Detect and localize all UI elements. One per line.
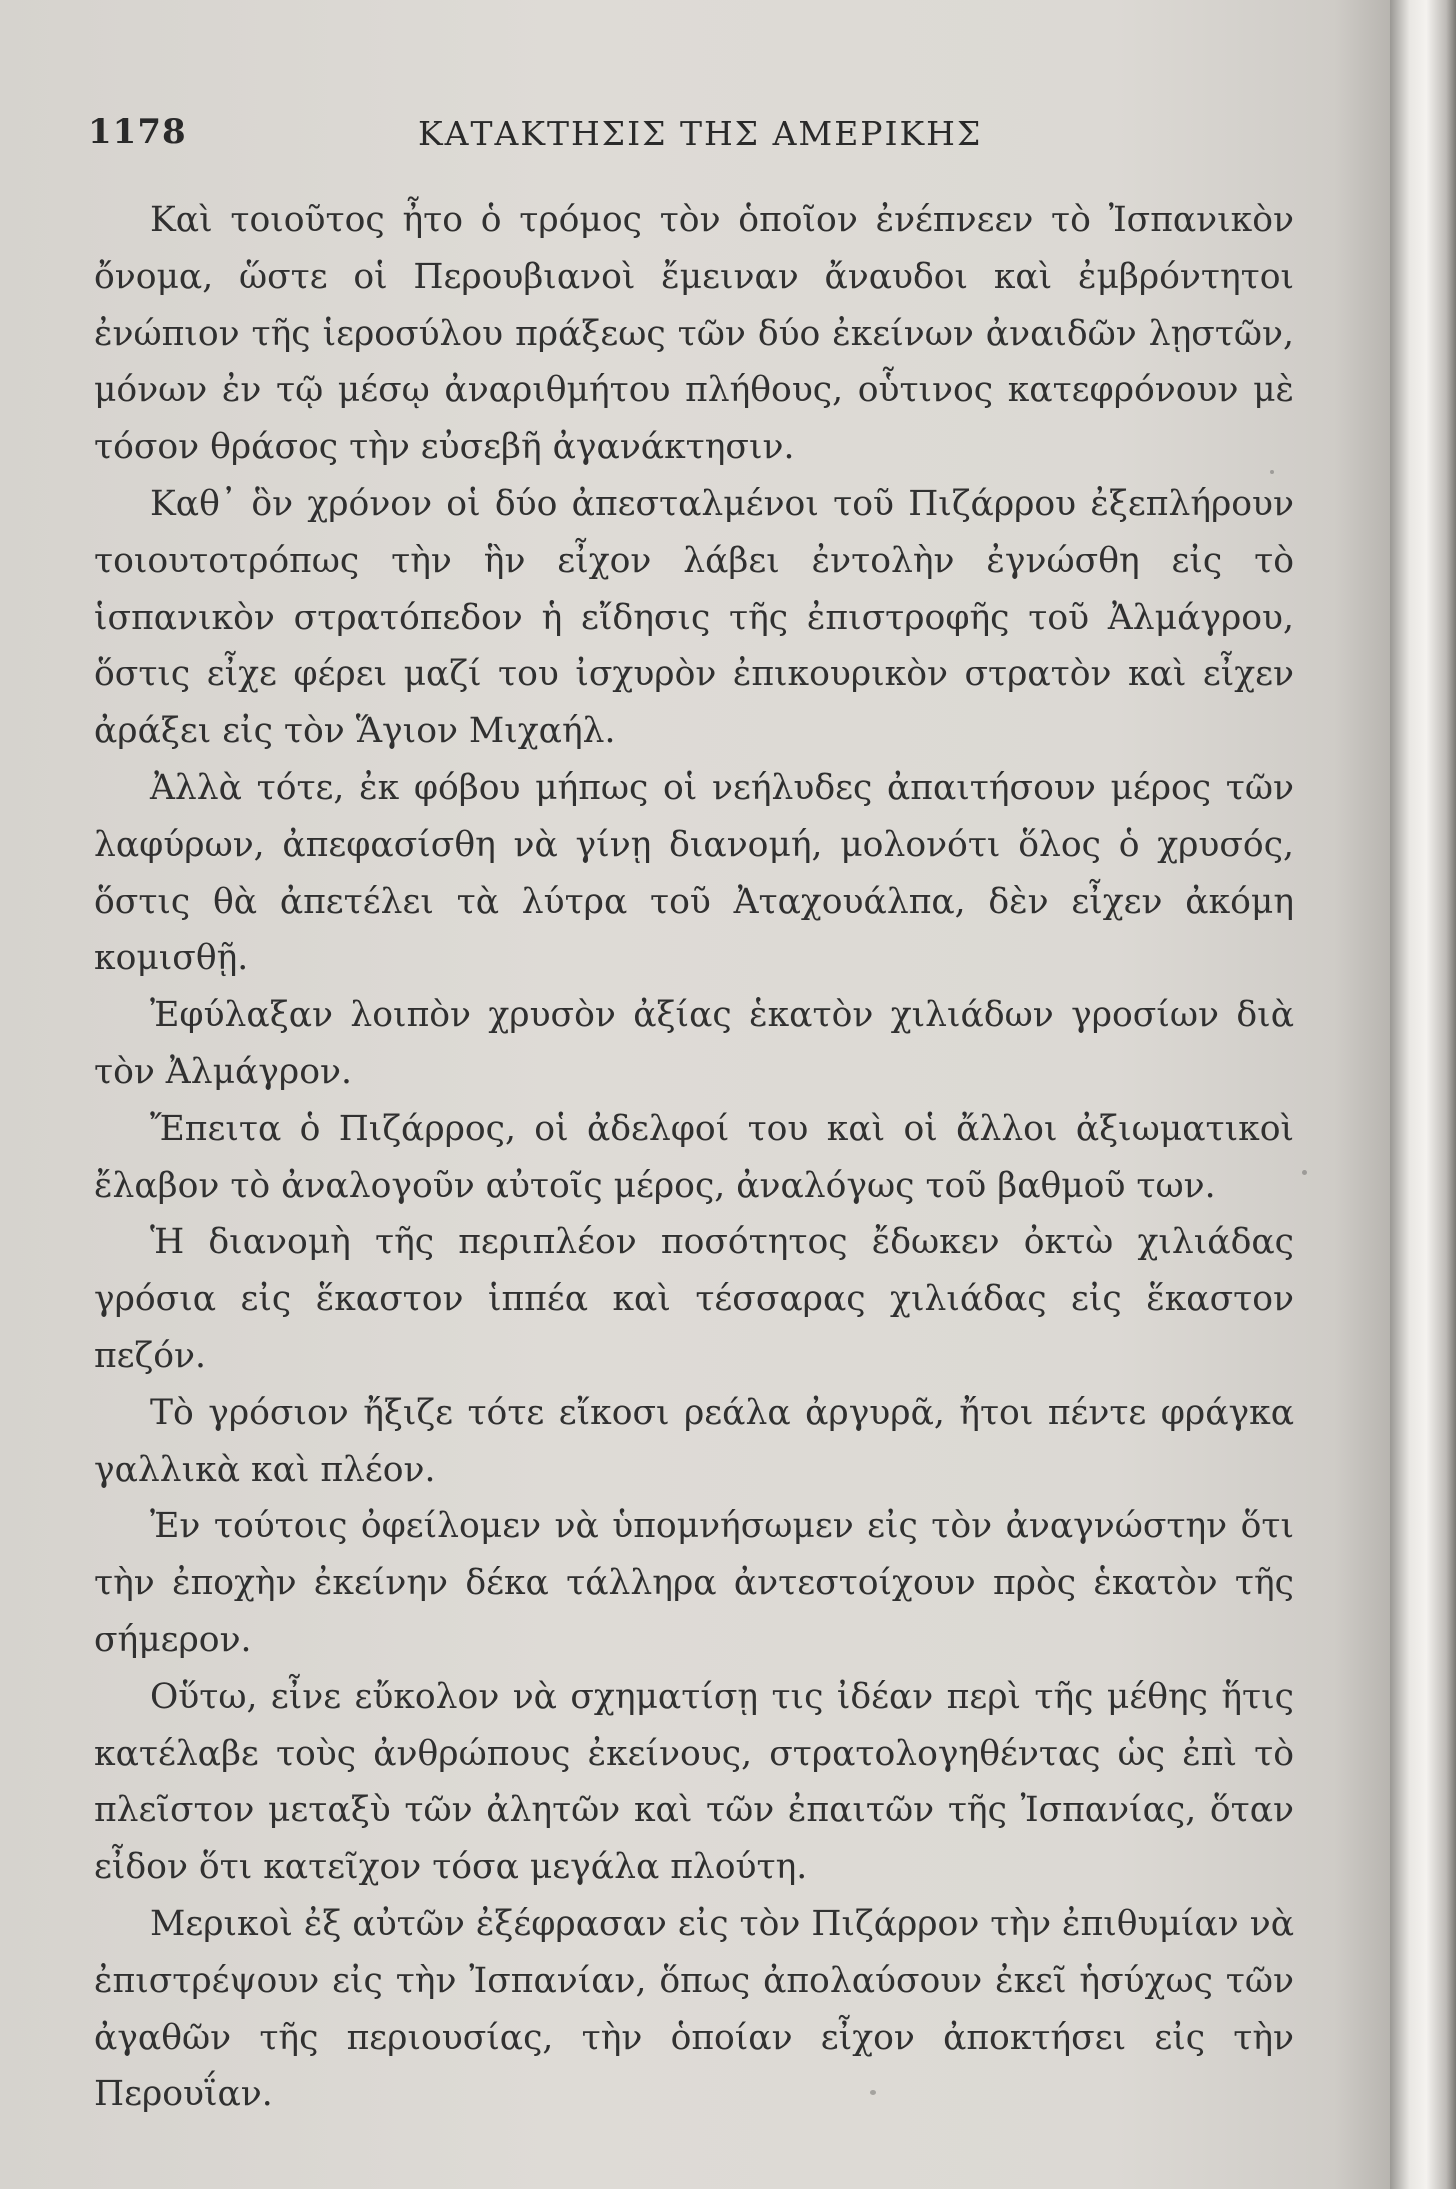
paragraph-3: Ἀλλὰ τότε, ἐκ φόβου μήπως οἱ νεήλυδες ἀπαιτήσουν μέρος τῶν λαφύρων, ἀπεφασίσθη νὰ γίνῃ διανομή, μολονότι ὅλος ὁ χρυσός, ὅστις θὰ ἀπετέλει τὰ λύτρα τοῦ Ἀταχουάλπα, δὲν εἶχεν ἀκόμη κομισθῇ. xyxy=(94,767,1294,979)
book-binding-edge xyxy=(1390,0,1456,2189)
paragraph-7: Τὸ γρόσιον ἤξιζε τότε εἴκοσι ρεάλα ἀργυρᾶ, ἤτοι πέντε φράγκα γαλλικὰ καὶ πλέον. xyxy=(94,1392,1294,1490)
paragraph-10: Μερικοὶ ἐξ αὐτῶν ἐξέφρασαν εἰς τὸν Πιζάρρον τὴν ἐπιθυμίαν νὰ ἐπιστρέψουν εἰς τὴν Ἰσπανίαν, ὅπως ἀπολαύσουν ἐκεῖ ἡσύχως τῶν ἀγαθῶν τῆς περιουσίας, τὴν ὁποίαν εἶχον ἀποκτήσει εἰς τὴν Περουΐαν. xyxy=(94,1903,1294,2115)
page-header xyxy=(88,112,1348,162)
paper-speck xyxy=(1302,1170,1307,1175)
paragraph-6: Ἡ διανομὴ τῆς περιπλέον ποσότητος ἔδωκεν ὀκτὼ χιλιάδας γρόσια εἰς ἕκαστον ἱππέα καὶ τέσσαρας χιλιάδας εἰς ἕκαστον πεζόν. xyxy=(94,1222,1294,1376)
paragraph-1: Καὶ τοιοῦτος ἦτο ὁ τρόμος τὸν ὁποῖον ἐνέπνεεν τὸ Ἰσπανικὸν ὄνομα, ὥστε οἱ Περουβιανοὶ ἔμειναν ἄναυδοι καὶ ἐμβρόντητοι ἐνώπιον τῆς ἱεροσύλου πράξεως τῶν δύο ἐκείνων ἀναιδῶν λῃστῶν, μόνων ἐν τῷ μέσῳ ἀναριθμήτου πλήθους, οὗτινος κατεφρόνουν μὲ τόσον θράσος τὴν εὐσεβῆ ἀγανάκτησιν. xyxy=(94,200,1294,468)
paragraph-9: Οὕτω, εἶνε εὔκολον νὰ σχηματίσῃ τις ἰδέαν περὶ τῆς μέθης ἥτις κατέλαβε τοὺς ἀνθρώπους ἐκείνους, στρατολογηθέντας ὡς ἐπὶ τὸ πλεῖστον μεταξὺ τῶν ἀλητῶν καὶ τῶν ἐπαιτῶν τῆς Ἰσπανίας, ὅταν εἶδον ὅτι κατεῖχον τόσα μεγάλα πλούτη. xyxy=(94,1676,1294,1888)
running-head: ΚΑΤΑΚΤΗΣΙΣ ΤΗΣ ΑΜΕΡΙΚΗΣ xyxy=(418,114,983,153)
body-text xyxy=(94,192,1294,2123)
paragraph-2: Καθ᾽ ὃν χρόνον οἱ δύο ἀπεσταλμένοι τοῦ Πιζάρρου ἐξεπλήρουν τοιουτοτρόπως τὴν ἣν εἶχον λάβει ἐντολὴν ἐγνώσθη εἰς τὸ ἱσπανικὸν στρατόπεδον ἡ εἴδησις τῆς ἐπιστροφῆς τοῦ Ἀλμάγρου, ὅστις εἶχε φέρει μαζί του ἰσχυρὸν ἐπικουρικὸν στρατὸν καὶ εἶχεν ἀράξει εἰς τὸν Ἅγιον Μιχαήλ. xyxy=(94,483,1294,752)
paragraph-4: Ἐφύλαξαν λοιπὸν χρυσὸν ἀξίας ἑκατὸν χιλιάδων γροσίων διὰ τὸν Ἀλμάγρον. xyxy=(94,995,1294,1092)
page-number: 1178 xyxy=(88,112,187,152)
paper-speck xyxy=(870,2090,876,2095)
paragraph-5: Ἔπειτα ὁ Πιζάρρος, οἱ ἀδελφοί του καὶ οἱ ἄλλοι ἀξιωματικοὶ ἔλαβον τὸ ἀναλογοῦν αὐτοῖς μέρος, ἀναλόγως τοῦ βαθμοῦ των. xyxy=(94,1108,1294,1206)
paragraph-8: Ἐν τούτοις ὀφείλομεν νὰ ὑπομνήσωμεν εἰς τὸν ἀναγνώστην ὅτι τὴν ἐποχὴν ἐκείνην δέκα τάλληρα ἀντεστοίχουν πρὸς ἑκατὸν τῆς σήμερον. xyxy=(94,1506,1294,1660)
paper-speck xyxy=(1270,470,1274,474)
